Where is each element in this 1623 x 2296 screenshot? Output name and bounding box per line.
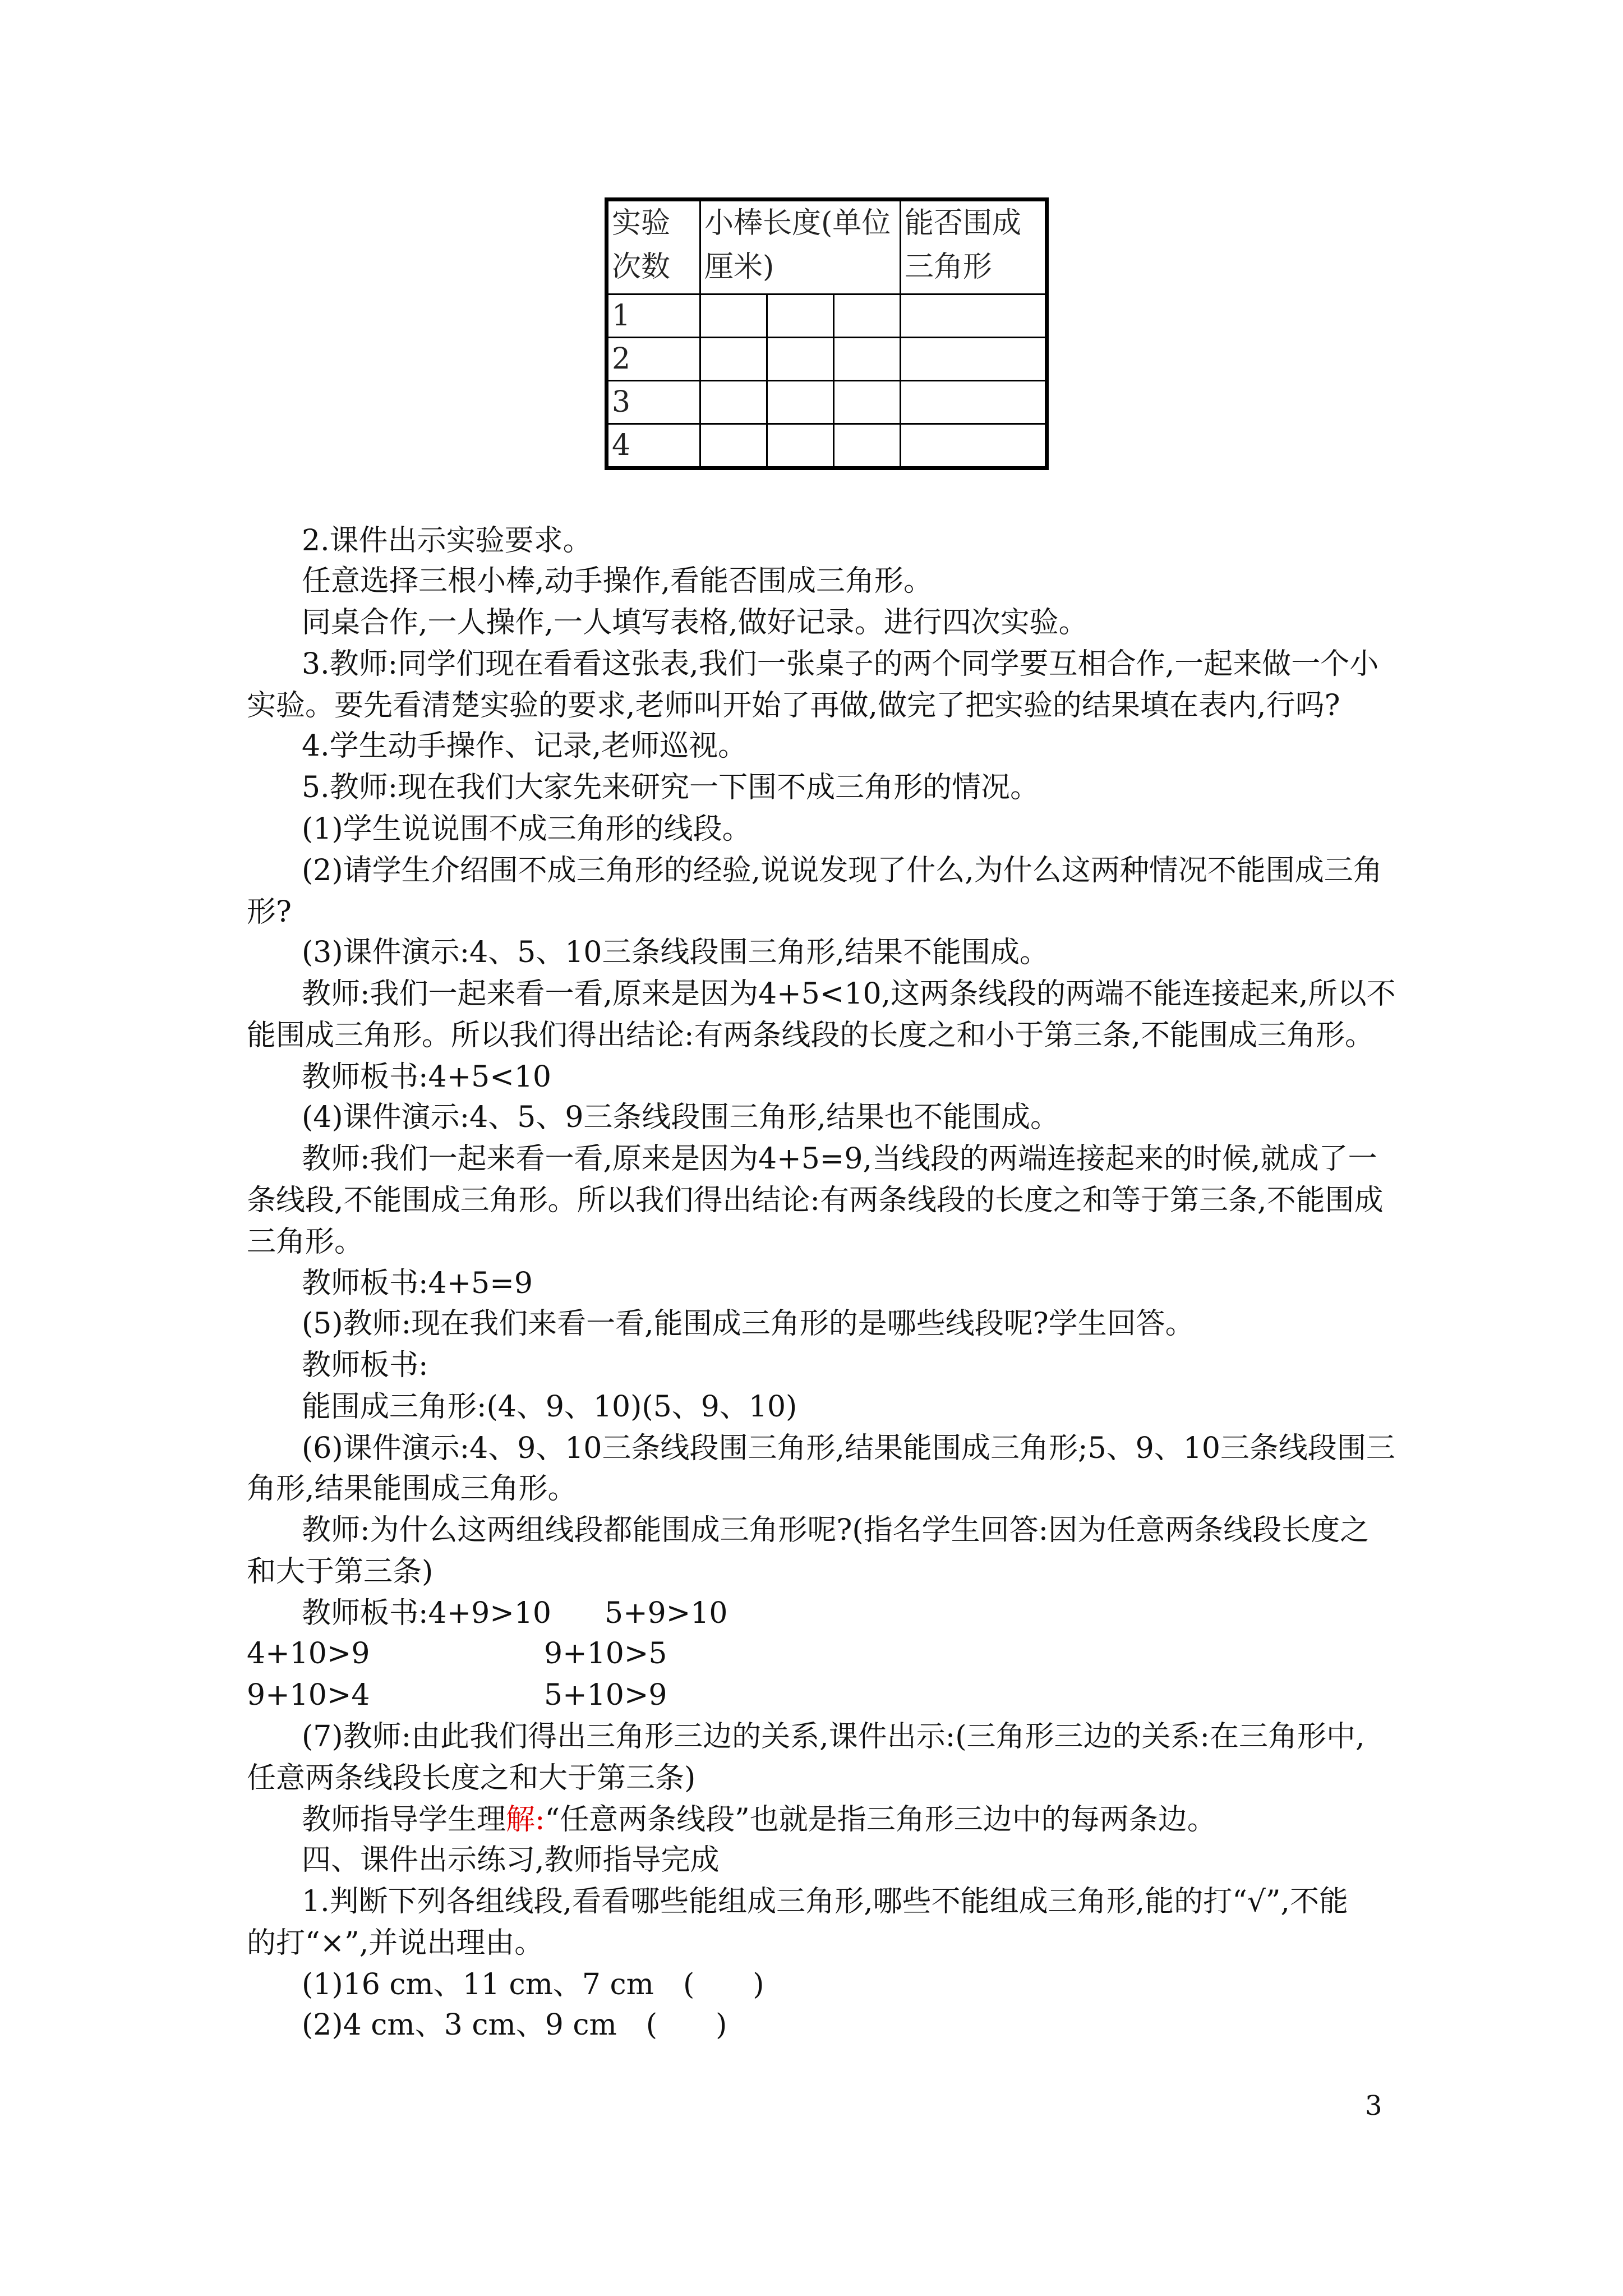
table-cell [767, 338, 834, 381]
text-line: 5+10>9 [544, 1678, 667, 1712]
table-cell [700, 381, 767, 424]
text-line: 形? [247, 895, 292, 929]
text-line: 同桌合作,一人操作,一人填写表格,做好记录。进行四次实验。 [302, 606, 1088, 639]
text-line: 9+10>5 [544, 1637, 667, 1671]
text-line: (1)16 cm、11 cm、7 cm ( ) [302, 1968, 764, 2001]
text-line: (6)课件演示:4、9、10三条线段围三角形,结果能围成三角形;5、9、10三条线段围三 [302, 1432, 1395, 1465]
text-line: 条线段,不能围成三角形。所以我们得出结论:有两条线段的长度之和等于第三条,不能围成 [247, 1184, 1384, 1217]
text-line [302, 1802, 1216, 1838]
text-line: 任意两条线段长度之和大于第三条) [247, 1761, 696, 1795]
text-line: 5.教师:现在我们大家先来研究一下围不成三角形的情况。 [302, 771, 1040, 804]
text-line: 5+9>10 [605, 1596, 728, 1630]
table-cell [834, 381, 901, 424]
text-line: 教师板书:4+9>10 [302, 1596, 551, 1630]
table-cell [901, 424, 1047, 468]
text-line: 4.学生动手操作、记录,老师巡视。 [302, 729, 748, 763]
header-length-line2: 厘米) [704, 250, 774, 284]
header-can-form-triangle [901, 200, 1047, 295]
table-row [607, 381, 1047, 424]
header-length-line1: 小棒长度(单位 [704, 206, 891, 240]
header-triangle-line1: 能否围成 [905, 206, 1022, 240]
table-row [607, 295, 1047, 338]
text-line: 教师板书:4+5=9 [302, 1267, 533, 1300]
text-line: 9+10>4 [247, 1678, 370, 1712]
table-cell [901, 338, 1047, 381]
text-line: 教师:为什么这两组线段都能围成三角形呢?(指名学生回答:因为任意两条线段长度之 [302, 1513, 1370, 1547]
text-line: 3.教师:同学们现在看看这张表,我们一张桌子的两个同学要互相合作,一起来做一个小 [302, 647, 1379, 681]
table-cell [834, 295, 901, 338]
highlighted-text: 解: [506, 1803, 545, 1837]
header-trial-line1: 实验 [612, 206, 671, 240]
text-line: 的打“×”,并说出理由。 [247, 1926, 544, 1960]
text-line: 三角形。 [247, 1225, 364, 1259]
header-trial-count [607, 200, 700, 295]
text-line: (3)课件演示:4、5、10三条线段围三角形,结果不能围成。 [302, 936, 1049, 969]
text-line: 4+10>9 [247, 1637, 370, 1671]
text-line: (4)课件演示:4、5、9三条线段围三角形,结果也不能围成。 [302, 1101, 1059, 1134]
text-line: 1.判断下列各组线段,看看哪些能组成三角形,哪些不能组成三角形,能的打“√”,不能 [302, 1885, 1349, 1918]
header-stick-length [700, 200, 901, 295]
table-cell [700, 424, 767, 468]
header-trial-line2: 次数 [612, 250, 671, 284]
table-cell [767, 381, 834, 424]
header-triangle-line2: 三角形 [905, 250, 993, 284]
text-line: 2.课件出示实验要求。 [302, 524, 592, 558]
row-number: 1 [607, 295, 700, 338]
row-number: 3 [607, 381, 700, 424]
text-line: 教师板书: [302, 1349, 428, 1382]
table-header-row [607, 200, 1047, 295]
table-cell [901, 381, 1047, 424]
text-line: (2)请学生介绍围不成三角形的经验,说说发现了什么,为什么这两种情况不能围成三角 [302, 854, 1382, 887]
table-cell [700, 295, 767, 338]
text-segment: 教师指导学生理 [302, 1803, 506, 1837]
text-segment: “任意两条线段”也就是指三角形三边中的每两条边。 [545, 1803, 1216, 1837]
table-row [607, 424, 1047, 468]
table-cell [767, 295, 834, 338]
text-line: (5)教师:现在我们来看一看,能围成三角形的是哪些线段呢?学生回答。 [302, 1307, 1195, 1341]
text-line: 和大于第三条) [247, 1555, 434, 1589]
table-cell [901, 295, 1047, 338]
table-cell [767, 424, 834, 468]
row-number: 2 [607, 338, 700, 381]
text-line: (7)教师:由此我们得出三角形三边的关系,课件出示:(三角形三边的关系:在三角形中, [302, 1720, 1365, 1754]
table-cell [700, 338, 767, 381]
text-line: 能围成三角形:(4、9、10)(5、9、10) [302, 1390, 797, 1424]
text-line: 实验。要先看清楚实验的要求,老师叫开始了再做,做完了把实验的结果填在表内,行吗? [247, 689, 1340, 723]
table-cell [834, 338, 901, 381]
text-line: 角形,结果能围成三角形。 [247, 1472, 577, 1506]
table-cell [834, 424, 901, 468]
text-line: 四、课件出示练习,教师指导完成 [302, 1843, 720, 1877]
table-row [607, 338, 1047, 381]
text-line: 教师板书:4+5<10 [302, 1060, 551, 1094]
text-line: (2)4 cm、3 cm、9 cm ( ) [302, 2008, 727, 2042]
text-line: 教师:我们一起来看一看,原来是因为4+5=9,当线段的两端连接起来的时候,就成了一 [302, 1142, 1377, 1176]
row-number: 4 [607, 424, 700, 468]
text-line: (1)学生说说围不成三角形的线段。 [302, 812, 751, 846]
page-number: 3 [1365, 2090, 1382, 2122]
text-line: 能围成三角形。所以我们得出结论:有两条线段的长度之和小于第三条,不能围成三角形。 [247, 1019, 1375, 1052]
experiment-table [605, 197, 1049, 470]
text-line: 教师:我们一起来看一看,原来是因为4+5<10,这两条线段的两端不能连接起来,所以不 [302, 977, 1396, 1011]
text-line: 任意选择三根小棒,动手操作,看能否围成三角形。 [302, 564, 933, 598]
